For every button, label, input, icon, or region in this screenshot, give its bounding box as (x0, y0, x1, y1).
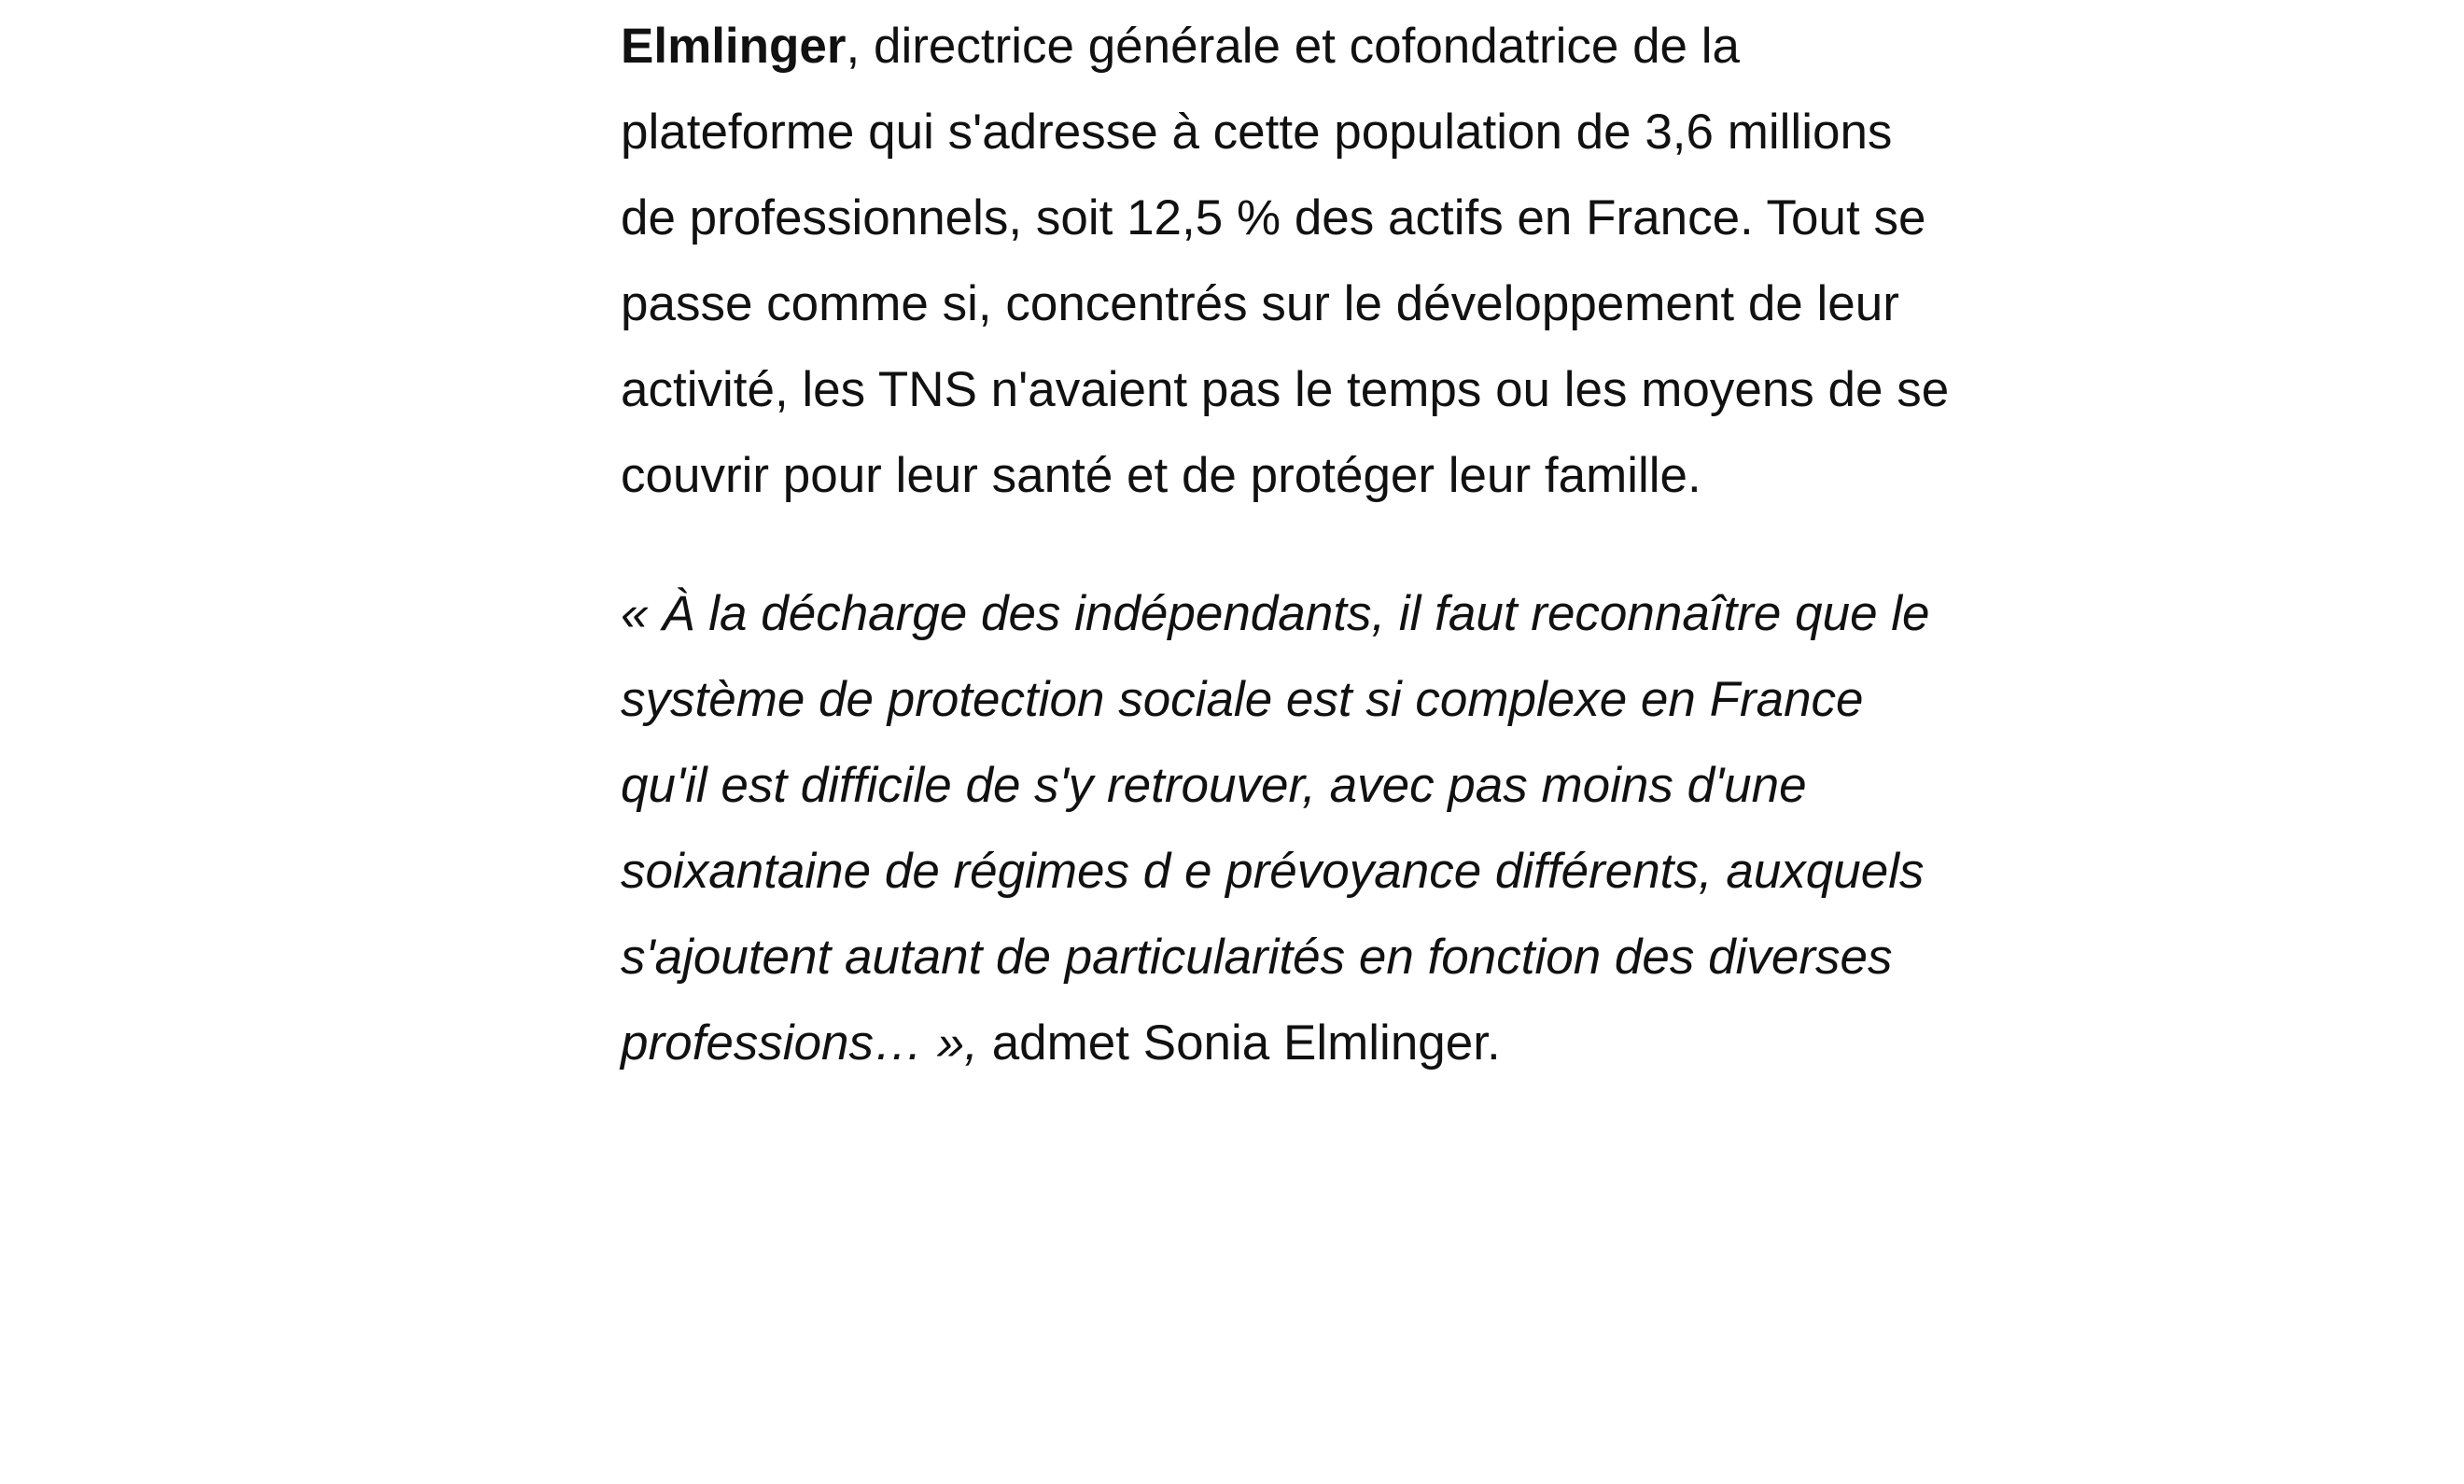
paragraph-intro-text: , directrice générale et cofondatrice de la plateforme qui s'adresse à cette population de 3,6 millions de professionnels, soit 12,5 % des actifs en France. Tout se passe comme si, concentrés sur le développement de leur activité, les TNS n'avaient pas le temps ou les moyens de se couvrir pour leur santé et de protéger leur famille. (621, 19, 1950, 503)
quote-attribution: admet Sonia Elmlinger. (977, 1015, 1501, 1071)
paragraph-intro (621, 4, 1955, 519)
article-body (621, 0, 1955, 1086)
quote-text: « À la décharge des indépendants, il faut reconnaître que le système de protection sociale est si complexe en France qu'il est difficile de s'y retrouver, avec pas moins d'une soixantaine de régimes d e prévoyance différents, auxquels s'ajoutent autant de particularités en fonction des diverses professions… », (621, 586, 1930, 1071)
person-name-bold: Elmlinger (621, 19, 847, 74)
paragraph-quote (621, 571, 1955, 1086)
